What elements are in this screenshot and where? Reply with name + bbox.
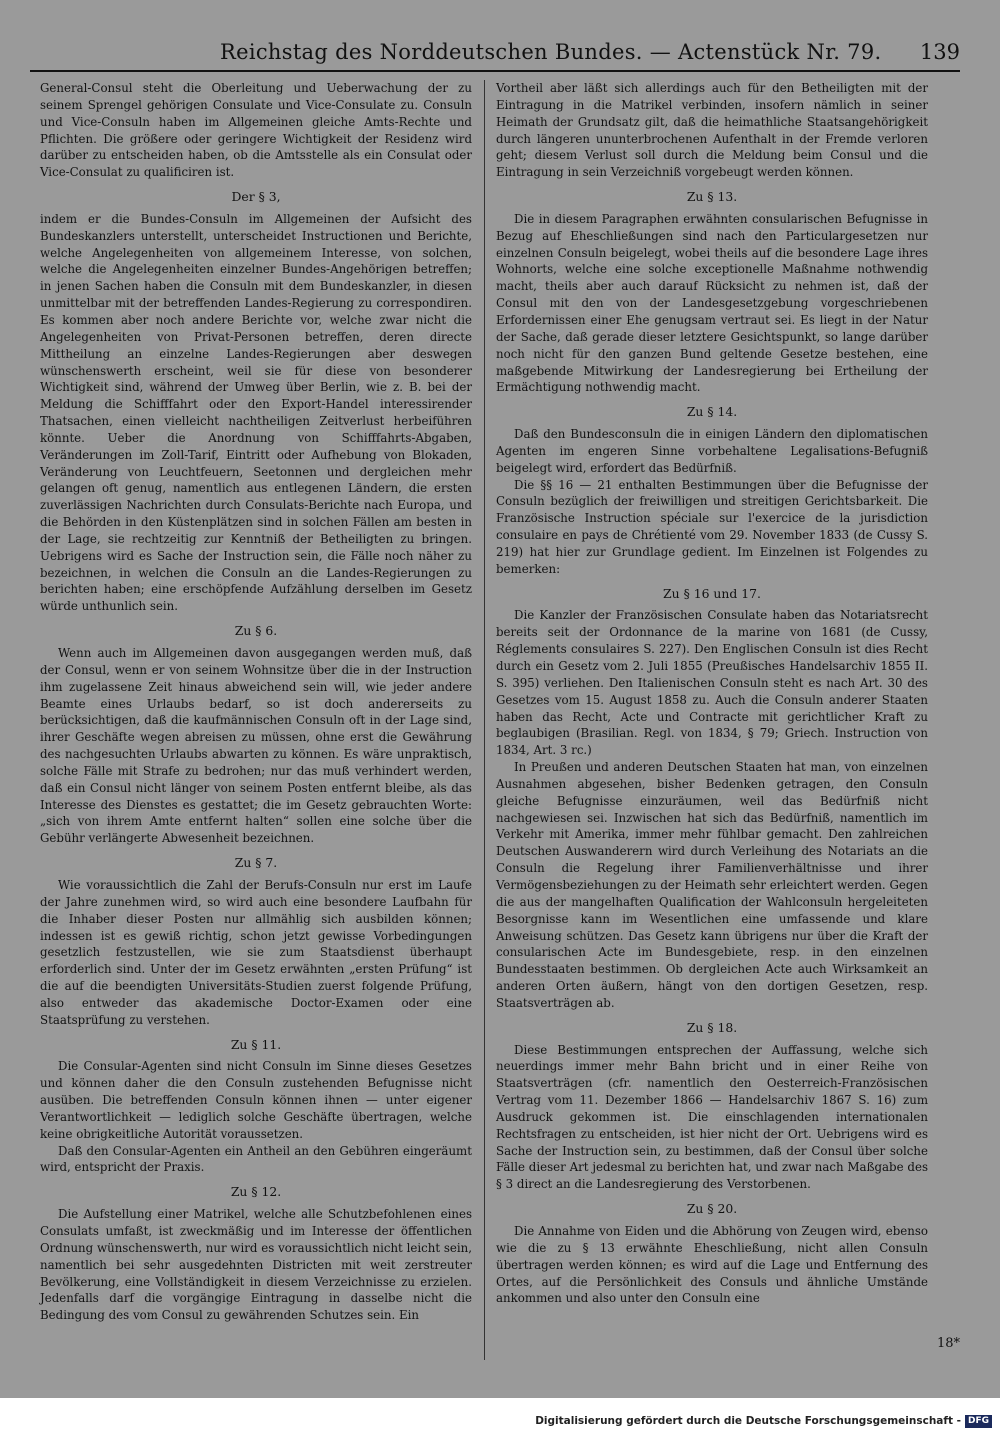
sheet-signature: 18*	[936, 1336, 960, 1351]
section-heading: Zu § 13.	[686, 189, 738, 205]
section-heading: Zu § 11.	[230, 1036, 282, 1052]
left-column	[40, 80, 472, 1324]
paragraph: General-Consul steht die Oberleitung und Ueberwachung der zu seinem Sprengel gehörigen Consulate und Vice-Consulate zu. Consuln und Vice-Consuln haben im Allgemeinen gleiche Amts-Rechte und Pflichten. Die größere oder geringere Wichtigkeit der Residenz wird darüber zu entscheiden haben, ob die Amtsstelle als ein Consulat oder Vice-Consulat zu qualificiren ist.	[40, 81, 472, 180]
page-title: Reichstag des Norddeutschen Bundes. — Actenstück Nr. 79.	[220, 40, 882, 64]
paragraph: indem er die Bundes-Consuln im Allgemeinen der Aufsicht des Bundeskanzlers unterstellt, unterscheidet Instructionen und Berichte, welche Angelegenheiten von allgemeinem Interesse, von solchen, welche die Angelegenheiten einzelner Bundes-Angehörigen betreffen; in jenen Sachen haben die Consuln mit dem Bundeskanzler, in diesen unmittelbar mit der betreffenden Landes-Regierung zu correspondiren. Es kommen aber noch andere Berichte vor, welche zwar nicht die Angelegenheiten von Privat-Personen betreffen, deren directe Mittheilung an einzelne Landes-Regierungen aber deswegen wünschenswerth erscheint, weil sie für diese von besonderer Wichtigkeit sind, während der Umweg über Berlin, wie z. B. bei der Meldung die Schifffahrt oder den Export-Handel interessirender Thatsachen, einen vielleicht nachtheiligen Zeitverlust herbeiführen könnte. Ueber die Anordnung von Schifffahrts-Abgaben, Veränderungen im Zoll-Tarif, Eintritt oder Aufhebung von Blokaden, Veränderung von Leuchtfeuern, Seetonnen und dergleichen mehr gelangen oft genug, namentlich aus entlegenen Ländern, die ersten zuverlässigen Nachrichten durch Consulats-Berichte nach Europa, und die Behörden in den Küstenplätzen sind in solchen Fällen am besten in der Lage, sie rechtzeitig zur Kenntniß der Betheiligten zu bringen. Uebrigens wird es Sache der Instruction sein, die Fälle noch näher zu bezeichnen, in welchen die Consuln an die Landes-Regierungen zu berichten haben; eine erschöpfende Aufzählung derselben im Gesetz würde unthunlich sein.	[40, 211, 472, 614]
dfg-logo: DFG	[965, 1415, 992, 1428]
paragraph: Die Kanzler der Französischen Consulate haben das Notariatsrecht bereits seit der Ordonnance de la marine von 1681 (de Cussy, Réglements consulaires S. 227). Den Englischen Consuln ist dies Recht durch ein Gesetz vom 2. Juli 1855 (Preußisches Handelsarchiv 1855 II. S. 395) verliehen. Den Italienischen Consuln steht es nach Art. 30 des Gesetzes vom 15. August 1858 zu. Auch die Consuln anderer Staaten haben das Recht, Acte und Contracte mit gerichtlicher Kraft zu beglaubigen (Brasilian. Regl. von 1834, § 79; Griech. Instruction von 1834, Art. 3 rc.)	[496, 608, 928, 758]
paragraph: Daß den Bundesconsuln die in einigen Ländern den diplomatischen Agenten im engeren Sinne vorbehaltene Legalisations-Befugniß beigelegt wird, erfordert das Bedürfniß.	[496, 427, 928, 475]
section-heading: Zu § 12.	[230, 1184, 282, 1200]
paragraph: In Preußen und anderen Deutschen Staaten hat man, von einzelnen Ausnahmen abgesehen, bisher Bedenken getragen, den Consuln gleiche Befugnisse einzuräumen, weil das Bedürfniß nicht nachgewiesen sei. Inzwischen hat sich das Bedürfniß, namentlich im Verkehr mit Amerika, immer mehr fühlbar gemacht. Den zahlreichen Deutschen Auswanderern wird durch Verleihung des Notariats an die Consuln die Regelung ihrer Familienverhältnisse und ihrer Vermögensbeziehungen zu der Heimath sehr erleichtert werden. Gegen die aus der mangelhaften Qualification der Wahlconsuln hergeleiteten Besorgnisse kann im Wesentlichen eine umfassende und klare Anweisung schützen. Das Gesetz kann übrigens nur über die Kraft der consularischen Acte im Bundesgebiete, resp. in den einzelnen Bundesstaaten bestimmen. Ob dergleichen Acte auch Wirksamkeit an anderen Orten äußern, hängt von den dortigen Gesetzen, resp. Staatsverträgen ab.	[496, 760, 928, 1010]
digitization-credit	[535, 1414, 992, 1428]
section-heading: Zu § 14.	[686, 404, 738, 420]
page-header	[30, 36, 960, 72]
text-columns	[40, 80, 928, 1370]
section-heading: Zu § 6.	[234, 623, 278, 639]
column-divider	[484, 80, 485, 1360]
paragraph: Vortheil aber läßt sich allerdings auch für den Betheiligten mit der Eintragung in die Matrikel verbinden, insofern nämlich in seiner Heimath der Grundsatz gilt, daß die heimathliche Staatsangehörigkeit durch längeren ununterbrochenen Aufenthalt in der Fremde verloren geht; diesem Verlust soll durch die Meldung beim Consul und die Eintragung in sein Verzeichniß vorgebeugt werden können.	[496, 81, 928, 180]
paragraph: Die Annahme von Eiden und die Abhörung von Zeugen wird, ebenso wie die zu § 13 erwähnte Eheschließung, nicht allen Consuln übertragen werden können; es wird auf die Lage und Entfernung des Ortes, auf die Persönlichkeit des Consuls und ähnliche Umstände ankommen und also unter den Consuln eine	[496, 1224, 928, 1306]
section-heading: Zu § 16 und 17.	[663, 585, 761, 601]
paragraph: Daß den Consular-Agenten ein Antheil an den Gebühren eingeräumt wird, entspricht der Praxis.	[40, 1143, 472, 1175]
section-heading: Zu § 20.	[686, 1201, 738, 1217]
page-number: 139	[919, 40, 960, 64]
paragraph: Die in diesem Paragraphen erwähnten consularischen Befugnisse in Bezug auf Eheschließungen sind nach den Particulargesetzen nur einzelnen Consuln beigelegt, wobei theils auf die besondere Lage ihres Wohnorts, welche eine solche exceptionelle Maßnahme nothwendig macht, theils aber auch darauf Rücksicht zu nehmen ist, daß der Consul mit den von der Landesgesetzgebung vorgeschriebenen Erfordernissen einer Ehe genugsam vertraut sei. Es liegt in der Natur der Sache, daß gerade dieser letztere Gesichtspunkt, so lange darüber noch nicht für den ganzen Bund geltende Gesetze bestehen, eine maßgebende Mitwirkung der Landesregierung bei Ertheilung der Ermächtigung nothwendig macht.	[496, 211, 928, 395]
paragraph: Wenn auch im Allgemeinen davon ausgegangen werden muß, daß der Consul, wenn er von seinem Wohnsitze über die in der Instruction ihm zugelassene Zeit hinaus abweichend sein will, wie jeder andere Beamte eines Urlaubs bedarf, so ist doch andererseits zu berücksichtigen, daß die kaufmännischen Consuln oft in der Lage sind, ihrer Geschäfte wegen abreisen zu müssen, ohne erst die Gewährung des nachgesuchten Urlaubs abwarten zu können. Es wäre unpraktisch, solche Fälle mit Strafe zu bedrohen; nur das muß verhindert werden, daß ein Consul nicht länger von seinem Posten entfernt bleibe, als das Interesse des Dienstes es gestattet; die im Gesetz gebrauchten Worte: „sich von ihrem Amte entfernt halten“ sollen eine solche über die Gebühr verlängerte Abwesenheit bezeichnen.	[40, 646, 472, 846]
paragraph: Die §§ 16 — 21 enthalten Bestimmungen über die Befugnisse der Consuln bezüglich der freiwilligen und streitigen Gerichtsbarkeit. Die Französische Instruction spéciale sur l'exercice de la jurisdiction consulaire en pays de Chrétienté vom 29. November 1833 (de Cussy S. 219) hat hier zur Grundlage gedient. Im Einzelnen ist Folgendes zu bemerken:	[496, 477, 928, 576]
section-heading: Der § 3,	[231, 189, 281, 205]
section-heading: Zu § 18.	[686, 1019, 738, 1035]
paragraph: Die Aufstellung einer Matrikel, welche alle Schutzbefohlenen eines Consulats umfaßt, ist zweckmäßig und im Interesse der öffentlichen Ordnung wünschenswerth, nur wird es voraussichtlich nicht leicht sein, namentlich bei sehr ausgedehnten Districten mit weit zerstreuter Bevölkerung, eine Vollständigkeit in diesem Verzeichnisse zu erzielen. Jedenfalls darf die vorgängige Eintragung in dasselbe nicht die Bedingung des vom Consul zu gewährenden Schutzes sein. Ein	[40, 1207, 472, 1323]
right-column	[496, 80, 928, 1307]
paragraph: Die Consular-Agenten sind nicht Consuln im Sinne dieses Gesetzes und können daher die den Consuln zustehenden Befugnisse nicht ausüben. Die betreffenden Consuln können ihnen — unter eigener Verantwortlichkeit — lediglich solche Geschäfte übertragen, welche keine obrigkeitliche Autorität voraussetzen.	[40, 1059, 472, 1141]
paragraph: Diese Bestimmungen entsprechen der Auffassung, welche sich neuerdings immer mehr Bahn bricht und in einer Reihe von Staatsverträgen (cfr. namentlich den Oesterreich-Französischen Vertrag vom 11. Dezember 1866 — Handelsarchiv 1867 S. 16) zum Ausdruck gekommen ist. Die einschlagenden internationalen Rechtsfragen zu entscheiden, ist hier nicht der Ort. Uebrigens wird es Sache der Instruction sein, zu bestimmen, daß der Consul über solche Fälle dieser Art jedesmal zu berichten hat, und zwar nach Maßgabe des § 3 direct an die Landesregierung des Verstorbenen.	[496, 1042, 928, 1192]
paragraph: Wie voraussichtlich die Zahl der Berufs-Consuln nur erst im Laufe der Jahre zunehmen wird, so wird auch eine besondere Laufbahn für die Inhaber dieser Posten nur allmählig sich ausbilden können; indessen ist es gewiß richtig, schon jetzt gewisse Vorbedingungen gesetzlich festzustellen, wie sie zum Staatsdienst überhaupt erforderlich sind. Unter der im Gesetz erwähnten „ersten Prüfung“ ist die auf die beendigten Universitäts-Studien zuerst folgende Prüfung, also entweder das akademische Doctor-Examen oder eine Staatsprüfung zu verstehen.	[40, 877, 472, 1027]
credit-text: Digitalisierung gefördert durch die Deutsche Forschungsgemeinschaft -	[535, 1415, 961, 1427]
section-heading: Zu § 7.	[234, 855, 278, 871]
